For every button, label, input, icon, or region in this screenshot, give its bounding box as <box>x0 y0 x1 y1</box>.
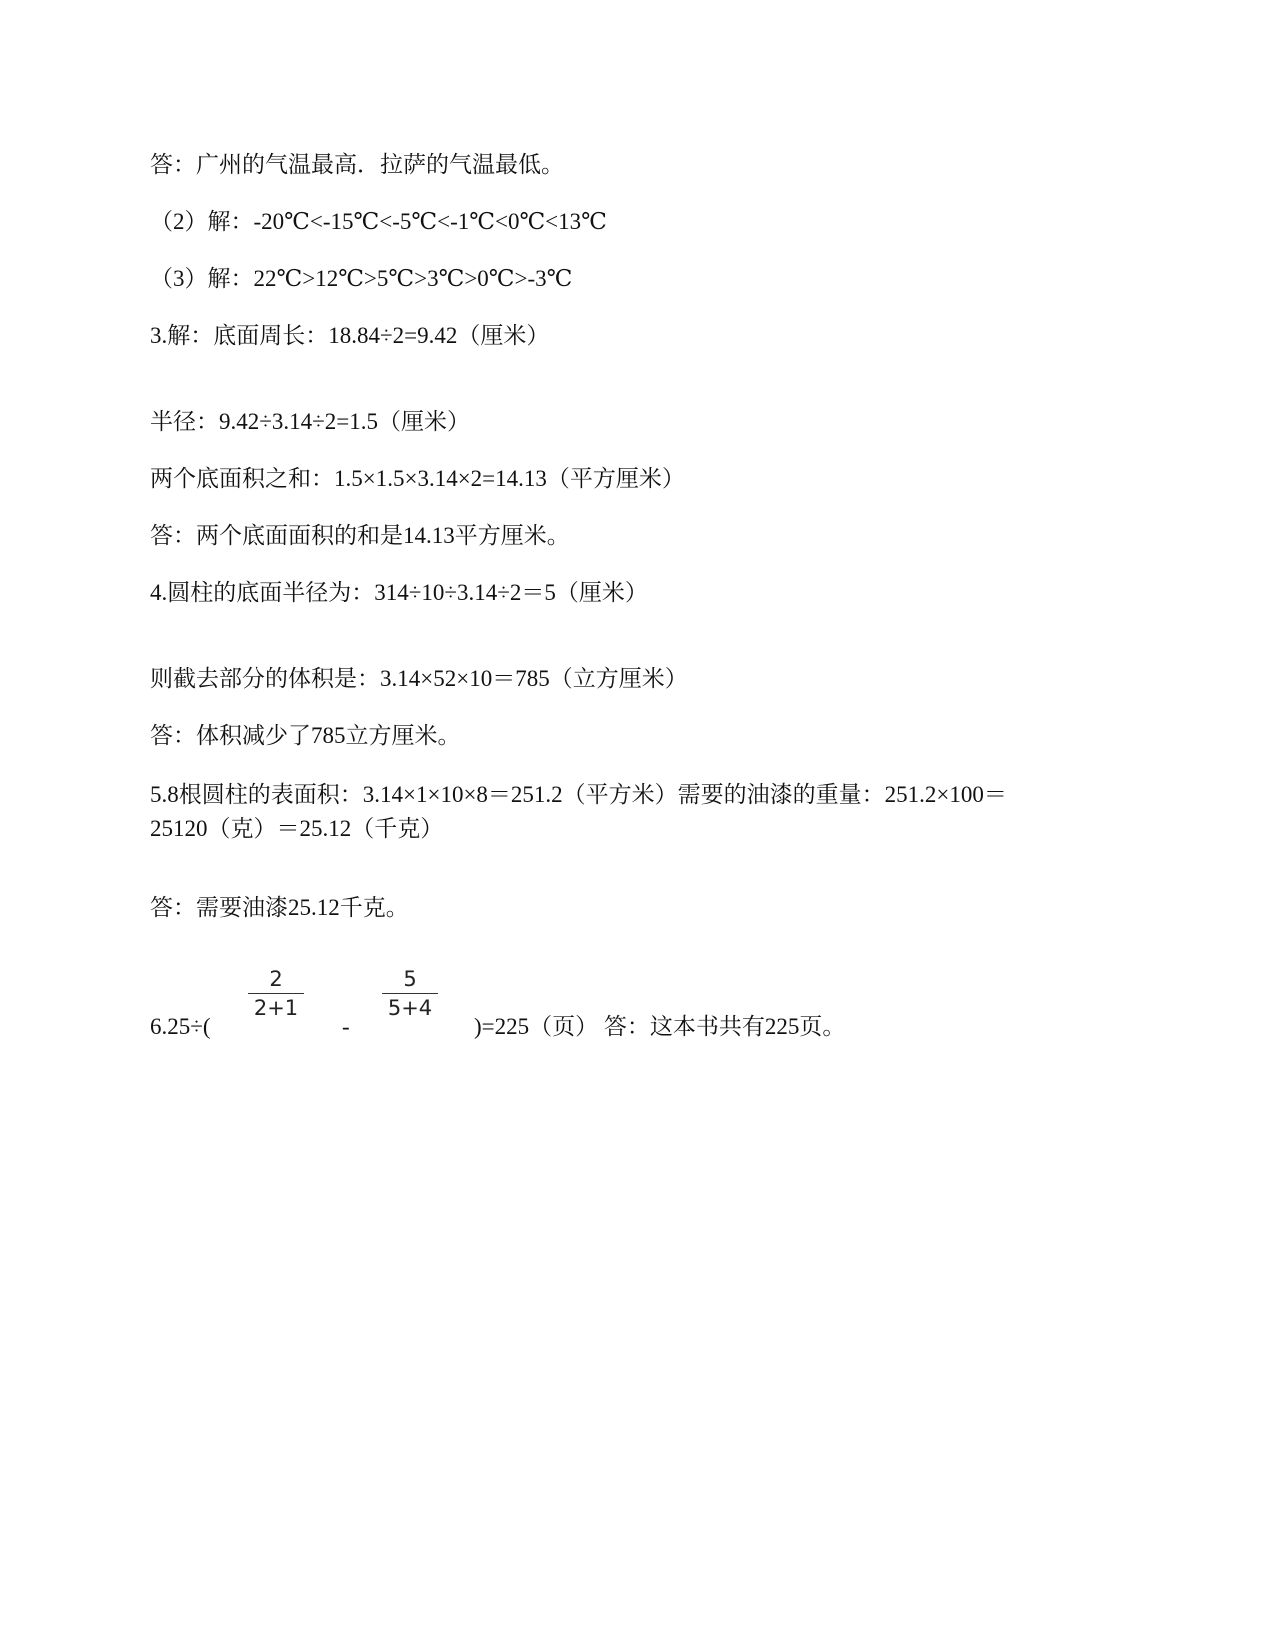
answer-line-1: 答：广州的气温最高．拉萨的气温最低。 <box>150 152 564 177</box>
solution-3-area-sum: 两个底面积之和：1.5×1.5×3.14×2=14.13（平方厘米） <box>150 466 685 491</box>
solution-5 <box>150 778 1007 846</box>
solution-3-radius: 半径：9.42÷3.14÷2=1.5（厘米） <box>150 409 470 434</box>
solution-3-perimeter: 3.解：底面周长：18.84÷2=9.42（厘米） <box>150 323 550 348</box>
fraction-numerator: 5 <box>403 967 417 991</box>
solution-6-prefix: 6.25÷( <box>150 1014 211 1039</box>
fraction-denominator: 5+4 <box>387 996 433 1020</box>
solution-6-suffix: )=225（页） 答：这本书共有225页。 <box>474 1014 846 1039</box>
answer-5: 答：需要油漆25.12千克。 <box>150 895 409 920</box>
fraction-bar <box>248 993 304 994</box>
fraction-denominator: 2+1 <box>253 996 299 1020</box>
solution-2-2: （2）解：-20℃<-15℃<-5℃<-1℃<0℃<13℃ <box>150 209 607 234</box>
answer-4: 答：体积减少了785立方厘米。 <box>150 723 461 748</box>
fraction-numerator: 2 <box>269 967 283 991</box>
solution-5-line-a: 5.8根圆柱的表面积：3.14×1×10×8＝251.2（平方米）需要的油漆的重量：251.2×100＝ <box>150 782 1007 807</box>
minus-sign: - <box>342 1014 350 1039</box>
solution-5-line-b: 25120（克）＝25.12（千克） <box>150 816 444 841</box>
fraction-bar <box>382 993 438 994</box>
solution-2-3: （3）解：22℃>12℃>5℃>3℃>0℃>-3℃ <box>150 266 573 291</box>
solution-4-radius: 4.圆柱的底面半径为：314÷10÷3.14÷2＝5（厘米） <box>150 580 648 605</box>
answer-3: 答：两个底面面积的和是14.13平方厘米。 <box>150 523 570 548</box>
solution-4-volume: 则截去部分的体积是：3.14×52×10＝785（立方厘米） <box>150 666 688 691</box>
fraction-2-over-3 <box>244 966 308 1021</box>
fraction-5-over-9 <box>378 966 442 1021</box>
